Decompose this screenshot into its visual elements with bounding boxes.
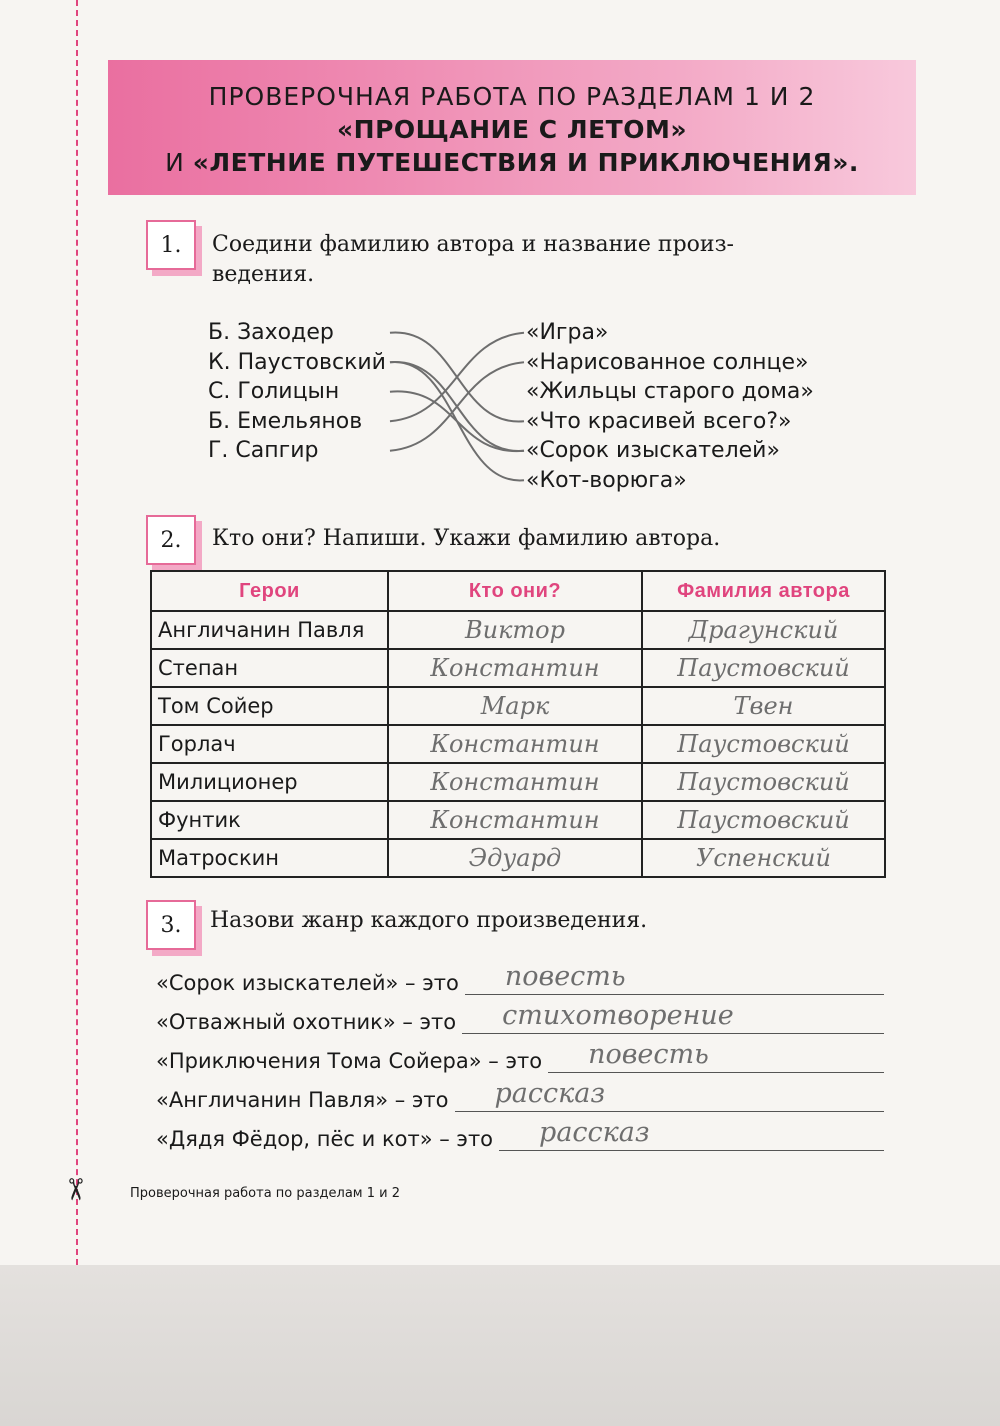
genre-answer-field[interactable]: [465, 961, 884, 995]
hero-cell: Матроскин: [151, 839, 388, 877]
title-line-2: «ПРОЩАНИЕ С ЛЕТОМ»: [337, 115, 687, 144]
genre-answer: рассказ: [539, 1117, 650, 1148]
table-row: [151, 801, 885, 839]
heroes-table-body: [151, 611, 885, 877]
work-item: «Кот-ворюга»: [526, 467, 687, 493]
table-row: [151, 611, 885, 649]
author-item: Г. Сапгир: [208, 438, 319, 463]
genre-row: [156, 1117, 884, 1151]
table-row: [151, 839, 885, 877]
who-cell[interactable]: Константин: [388, 763, 642, 801]
task-1-text-line-2: ведения.: [212, 262, 315, 287]
who-cell[interactable]: Эдуард: [388, 839, 642, 877]
author-item: С. Голицын: [208, 379, 340, 404]
work-item: «Сорок изыскателей»: [526, 438, 780, 463]
author-cell[interactable]: Паустовский: [642, 649, 885, 687]
who-cell[interactable]: Виктор: [388, 611, 642, 649]
genre-row: [156, 1000, 884, 1034]
table-row: [151, 649, 885, 687]
hero-cell: Горлач: [151, 725, 388, 763]
author-cell[interactable]: Твен: [642, 687, 885, 725]
task-1-number: 1.: [146, 220, 196, 270]
who-cell[interactable]: Константин: [388, 649, 642, 687]
genre-question: «Отважный охотник» – это: [156, 1010, 457, 1034]
genre-row: [156, 1039, 884, 1073]
table-header-row: [151, 571, 885, 611]
who-cell[interactable]: Константин: [388, 801, 642, 839]
genre-answer-field[interactable]: [548, 1039, 884, 1073]
genre-answer: рассказ: [494, 1078, 606, 1109]
heroes-table: [150, 570, 886, 878]
genre-answer: повесть: [504, 961, 626, 992]
author-item: Б. Емельянов: [208, 408, 363, 434]
work-item: «Что красивей всего?»: [526, 408, 792, 434]
hero-cell: Фунтик: [151, 801, 388, 839]
genre-row: [156, 1078, 884, 1112]
title-line-3-bold: «ЛЕТНИЕ ПУТЕШЕСТВИЯ И ПРИКЛЮЧЕНИЯ».: [192, 148, 859, 177]
match-line: [390, 391, 524, 451]
task-3-number: 3.: [146, 900, 196, 950]
genre-question: «Приключения Тома Сойера» – это: [156, 1049, 543, 1073]
author-cell[interactable]: Паустовский: [642, 763, 885, 801]
title-line-1: ПРОВЕРОЧНАЯ РАБОТА ПО РАЗДЕЛАМ 1 И 2: [208, 82, 816, 111]
page-footer: Проверочная работа по разделам 1 и 2: [130, 1186, 400, 1201]
author-cell[interactable]: Паустовский: [642, 725, 885, 763]
task-3-text: Назови жанр каждого произведения.: [210, 908, 648, 933]
who-cell[interactable]: Марк: [388, 687, 642, 725]
author-item: Б. Заходер: [208, 320, 334, 345]
genre-question: «Сорок изыскателей» – это: [156, 971, 459, 995]
genre-answer-field[interactable]: [462, 1000, 884, 1034]
who-cell[interactable]: Константин: [388, 725, 642, 763]
hero-cell: Степан: [151, 649, 388, 687]
matching-lines: [0, 0, 1000, 520]
hero-cell: Том Сойер: [151, 687, 388, 725]
author-item: К. Паустовский: [208, 349, 386, 375]
hero-cell: Милиционер: [151, 763, 388, 801]
genre-row: [156, 961, 884, 995]
column-header-heroes: Герои: [151, 571, 388, 611]
work-item: «Игра»: [526, 320, 609, 345]
genre-question: «Дядя Фёдор, пёс и кот» – это: [156, 1127, 494, 1151]
table-row: [151, 763, 885, 801]
title-line-3-prefix: И: [165, 148, 193, 177]
table-row: [151, 687, 885, 725]
genre-answer-field[interactable]: [499, 1117, 884, 1151]
work-item: «Нарисованное солнце»: [526, 349, 809, 375]
task-1-text-line-1: Соедини фамилию автора и название произ-: [212, 232, 734, 257]
page-shadow: [0, 1265, 1000, 1426]
column-header-author: Фамилия автора: [642, 571, 885, 611]
genre-answer: повесть: [588, 1039, 709, 1070]
hero-cell: Англичанин Павля: [151, 611, 388, 649]
author-cell[interactable]: Паустовский: [642, 801, 885, 839]
author-cell[interactable]: Драгунский: [642, 611, 885, 649]
task-2-number: 2.: [146, 515, 196, 565]
genre-question: «Англичанин Павля» – это: [156, 1088, 449, 1112]
table-row: [151, 725, 885, 763]
author-cell[interactable]: Успенский: [642, 839, 885, 877]
genre-answer-field[interactable]: [455, 1078, 884, 1112]
work-item: «Жильцы старого дома»: [526, 379, 814, 404]
scissors-icon: ✂: [57, 1176, 93, 1203]
column-header-who: Кто они?: [388, 571, 642, 611]
task-2-text: Кто они? Напиши. Укажи фамилию автора.: [212, 526, 721, 551]
genre-answer: стихотворение: [502, 1000, 734, 1031]
